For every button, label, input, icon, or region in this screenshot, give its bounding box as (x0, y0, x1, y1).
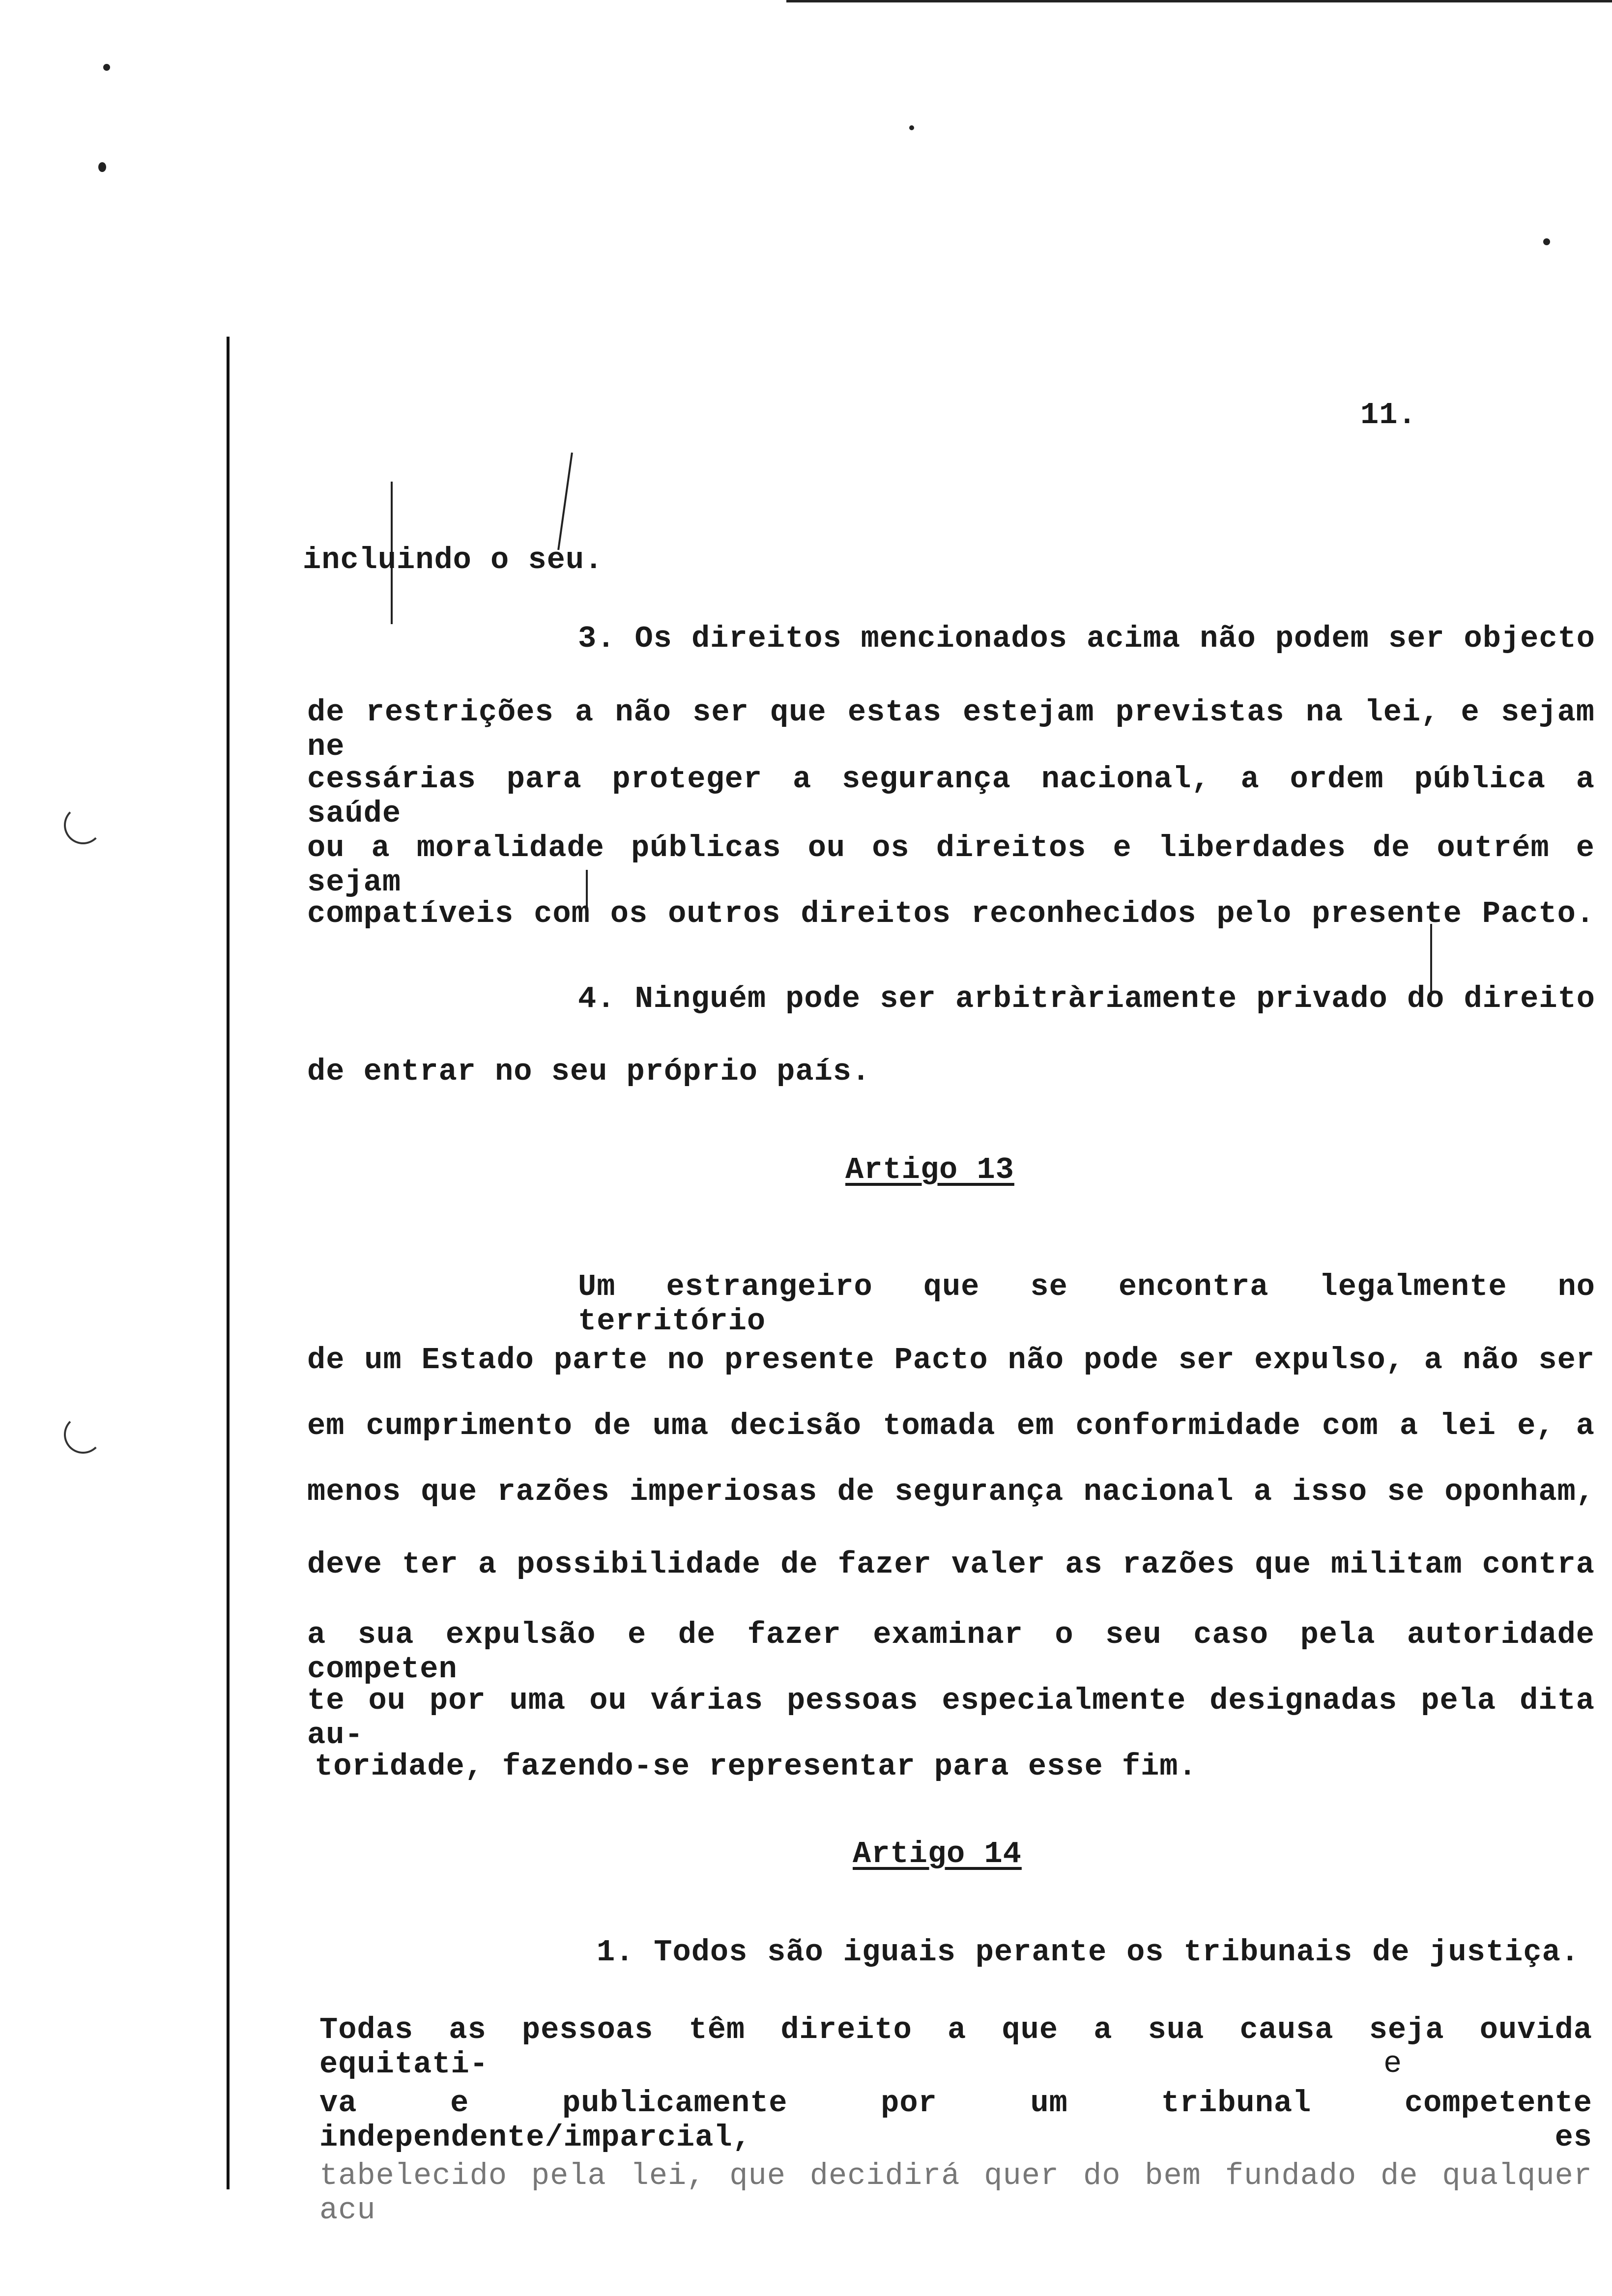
text-line: ou a moralidade públicas ou os direitos e liberdades de outrém e sejam (307, 831, 1595, 900)
text-line: te ou por uma ou várias pessoas especialmente designadas pela dita au- (307, 1683, 1595, 1752)
punch-hole-mark (64, 806, 102, 844)
margin-rule (227, 337, 230, 2189)
speck (103, 64, 110, 71)
text-line: a sua expulsão e de fazer examinar o seu caso pela autoridade competen (307, 1617, 1595, 1687)
text-line: menos que razões imperiosas de segurança nacional a isso se oponham, (307, 1474, 1595, 1509)
text-line: va e publicamente por um tribunal competente independente/imparcial, es (319, 2086, 1592, 2155)
page-number: 11. (1360, 398, 1417, 432)
speck (1543, 238, 1550, 245)
text-line: em cumprimento de uma decisão tomada em conformidade com a lei e, a (307, 1408, 1595, 1443)
top-edge-line (786, 0, 1612, 2)
text-line: 4. Ninguém pode ser arbitràriamente privado do direito (578, 981, 1595, 1016)
text-line: compatíveis com os outros direitos reconhecidos pelo presente Pacto. (307, 896, 1595, 931)
text-line: cessárias para proteger a segurança nacional, a ordem pública a saúde (307, 762, 1595, 831)
text-line: deve ter a possibilidade de fazer valer as razões que militam contra (307, 1547, 1595, 1582)
speck (98, 162, 106, 172)
handwritten-insertion: e (1383, 2046, 1403, 2081)
article-14-heading: Artigo 14 (853, 1837, 1022, 1871)
pencil-mark (557, 453, 573, 550)
text-line: de entrar no seu próprio país. (307, 1054, 871, 1089)
text-line: 1. Todos são iguais perante os tribunais de justiça. (597, 1935, 1580, 1970)
text-line: 3. Os direitos mencionados acima não podem ser objecto (578, 621, 1595, 656)
text-line: de restrições a não ser que estas estejam previstas na lei, e sejam ne (307, 695, 1595, 764)
article-13-heading: Artigo 13 (845, 1152, 1014, 1187)
text-line: Um estrangeiro que se encontra legalmente no território (578, 1269, 1595, 1339)
text-line: incluindo o seu. (303, 543, 604, 577)
text-line: Todas as pessoas têm direito a que a sua causa seja ouvida equitati- (319, 2012, 1592, 2082)
punch-hole-mark (64, 1415, 102, 1454)
text-line: tabelecido pela lei, que decidirá quer do bem fundado de qualquer acu (319, 2158, 1592, 2228)
speck (909, 125, 914, 130)
text-line: toridade, fazendo-se representar para esse fim. (315, 1749, 1197, 1784)
text-line: de um Estado parte no presente Pacto não pode ser expulso, a não ser (307, 1343, 1595, 1378)
